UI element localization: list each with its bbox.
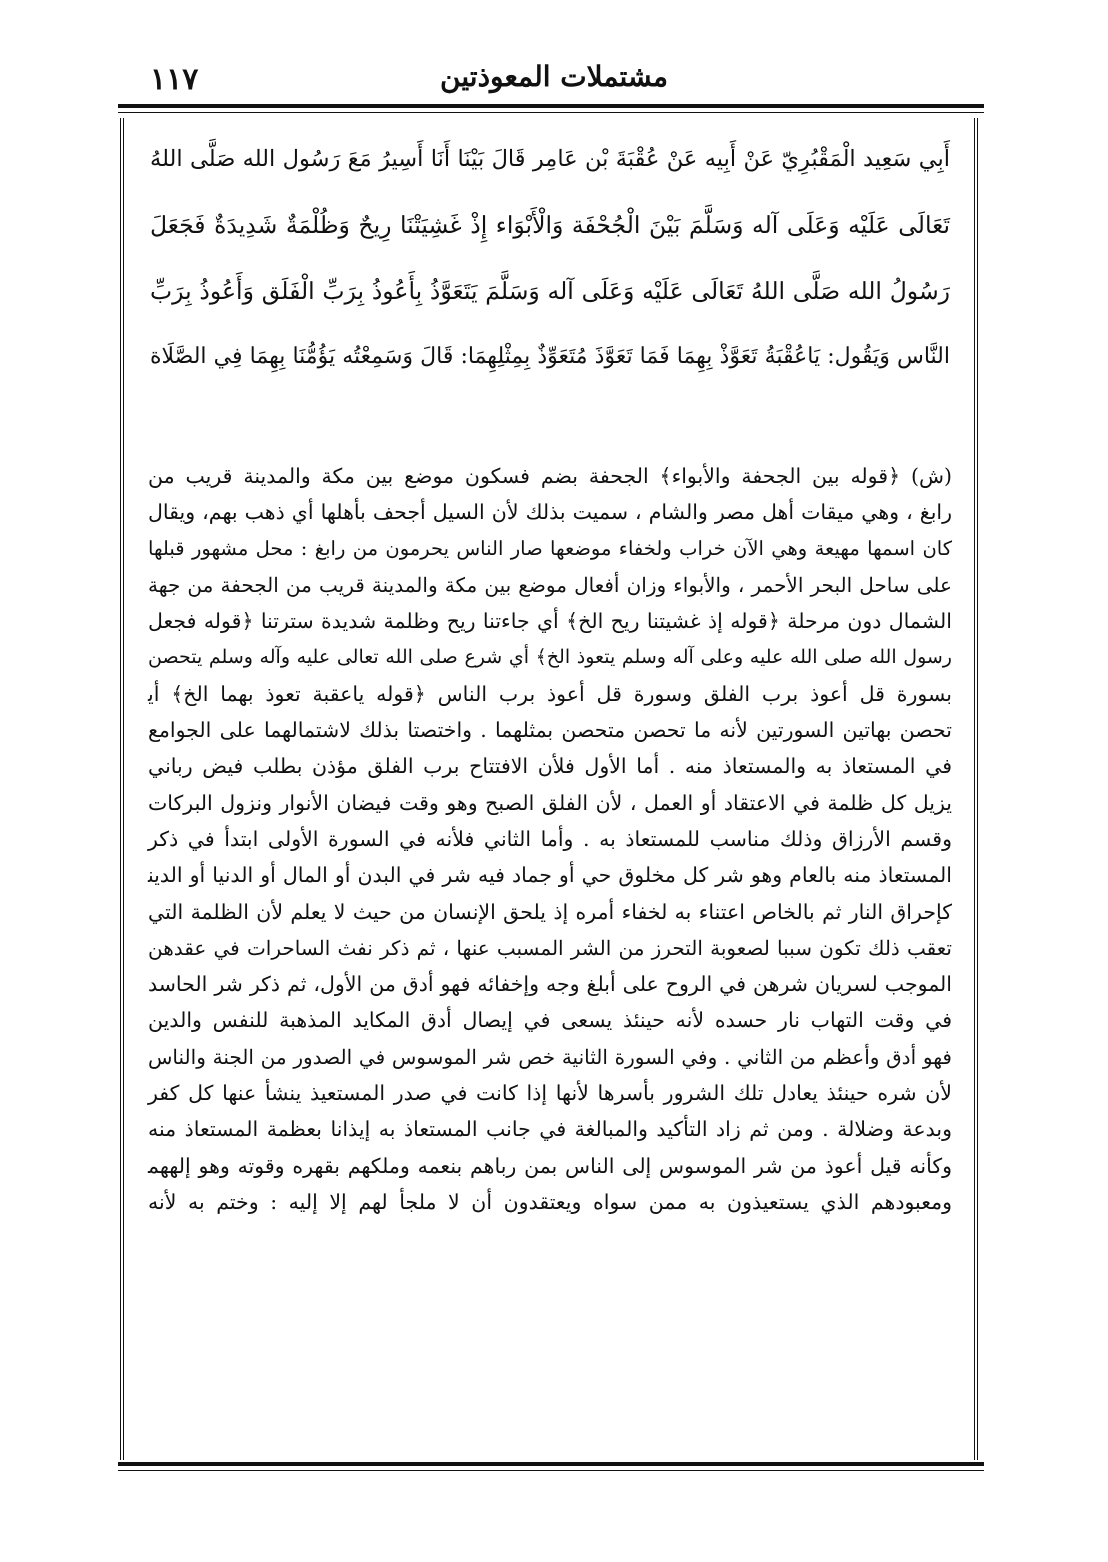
commentary-line: الشمال دون مرحلة ﴿قوله إذ غشيتنا ريح الخ﴾ أي جاءتنا ريح وظلمة شديدة سترتنا ﴿قوله فجعل [148, 609, 952, 634]
commentary-text [148, 458, 952, 1220]
commentary-line: على ساحل البحر الأحمر ، والأبواء وزان أفعال موضع بين مكة والمدينة قريب من الجحفة من جهة [148, 572, 952, 597]
commentary-line: في وقت التهاب نار حسده لأنه حينئذ يسعى في إيصال أدق المكايد المذهبة للنفس والدين [148, 1008, 952, 1033]
commentary-line: وكأنه قيل أعوذ من شر الموسوس إلى الناس بمن رباهم بنعمه وملكهم بقهره وقوته وهو إلههم [148, 1153, 952, 1178]
header-rule [118, 104, 984, 108]
running-title: مشتملات المعوذتين [440, 60, 668, 93]
hadith-line: النَّاس وَيَقُول: يَاعُقْبَةُ تَعَوَّذْ بِهِمَا فَمَا تَعَوَّذَ مُتَعَوِّذٌ بِمِثْلِهِمَا: قَالَ وَسَمِعْتُه يَؤُمُّنَا بِهِمَا فِي الصَّلَاة [150, 344, 950, 369]
hadith-line: رَسُولُ الله صَلَّى اللهُ تَعَالَى عَلَيْه وَعَلَى آله وَسَلَّمَ يَتَعَوَّذُ بِأَعُوذُ بِرَبِّ الْفَلَق وَأَعُوذُ بِرَبِّ [150, 277, 950, 305]
commentary-line: كإحراق النار ثم بالخاص اعتناء به لخفاء أمره إذ يلحق الإنسان من حيث لا يعلم لأن الظلمة التي [148, 899, 952, 924]
commentary-line: (ش) ﴿قوله بين الجحفة والأبواء﴾ الجحفة بضم فسكون موضع بين مكة والمدينة قريب من [148, 464, 952, 488]
commentary-line: يزيل كل ظلمة في الاعتقاد أو العمل ، لأن الفلق الصبح وهو وقت فيضان الأنوار ونزول البركات [148, 790, 952, 815]
commentary-line: المستعاذ منه بالعام وهو شر كل مخلوق حي أو جماد فيه شر في البدن أو المال أو الدنيا أو الدين [148, 863, 952, 888]
header-rule-thin [118, 112, 984, 113]
commentary-line: لأن شره حينئذ يعادل تلك الشرور بأسرها لأنها إذا كانت في صدر المستعيذ ينشأ عنها كل كفر [148, 1081, 952, 1106]
hadith-line: أَبِي سَعِيد الْمَقْبُرِيّ عَنْ أَبِيه عَنْ عُقْبَةَ بْن عَامِر قَالَ بَيْنَا أَنَا أَسِيرُ مَعَ رَسُول الله صَلَّى اللهُ [150, 146, 950, 172]
commentary-line: رابغ ، وهي ميقات أهل مصر والشام ، سميت بذلك لأن السيل أجحف بأهلها أي ذهب بهم، ويقال [148, 500, 952, 525]
commentary-line: تعقب ذلك تكون سببا لصعوبة التحرز من الشر المسبب عنها ، ثم ذكر نفث الساحرات في عقدهن [148, 935, 952, 960]
commentary-line: بسورة قل أعوذ برب الفلق وسورة قل أعوذ برب الناس ﴿قوله ياعقبة تعوذ بهما الخ﴾ أي [148, 681, 952, 706]
commentary-line: وبدعة وضلالة . ومن ثم زاد التأكيد والمبالغة في جانب المستعاذ به إيذانا بعظمة المستعاذ منه [148, 1117, 952, 1142]
commentary-line: وقسم الأرزاق وذلك مناسب للمستعاذ به . وأما الثاني فلأنه في السورة الأولى ابتدأ في ذكر [148, 826, 952, 851]
footer-rule-thin [118, 1470, 984, 1471]
commentary-line: ومعبودهم الذي يستعيذون به ممن سواه ويعتقدون أن لا ملجأ لهم إلا إليه : وختم به لأنه [148, 1189, 952, 1214]
commentary-line: فهو أدق وأعظم من الثاني . وفي السورة الثانية خص شر الموسوس في الصدور من الجنة والناس [148, 1044, 952, 1069]
footer-rule [118, 1462, 984, 1466]
commentary-line: كان اسمها مهيعة وهي الآن خراب ولخفاء موضعها صار الناس يحرمون من رابغ : محل مشهور قبلها [148, 536, 952, 560]
hadith-line: تَعَالَى عَلَيْه وَعَلَى آله وَسَلَّمَ بَيْنَ الْجُحْفَة وَالْأَبْوَاء إِذْ غَشِيَتْنَا رِيحٌ وَظُلْمَةٌ شَدِيدَةٌ فَجَعَلَ [150, 211, 950, 239]
commentary-line: في المستعاذ به والمستعاذ منه . أما الأول فلأن الافتتاح برب الفلق مؤذن بطلب فيض رباني [148, 754, 952, 779]
commentary-line: رسول الله صلى الله عليه وعلى آله وسلم يتعوذ الخ﴾ أي شرع صلى الله تعالى عليه وآله وسلم يتحصن [148, 646, 952, 669]
commentary-line: تحصن بهاتين السورتين لأنه ما تحصن متحصن بمثلهما . واختصتا بذلك لاشتمالهما على الجوامع [148, 718, 952, 743]
hadith-text [150, 126, 950, 390]
page-number: ١١٧ [150, 62, 199, 97]
commentary-line: الموجب لسريان شرهن في الروح على أبلغ وجه وإخفائه فهو أدق من الأول، ثم ذكر شر الحاسد [148, 972, 952, 997]
